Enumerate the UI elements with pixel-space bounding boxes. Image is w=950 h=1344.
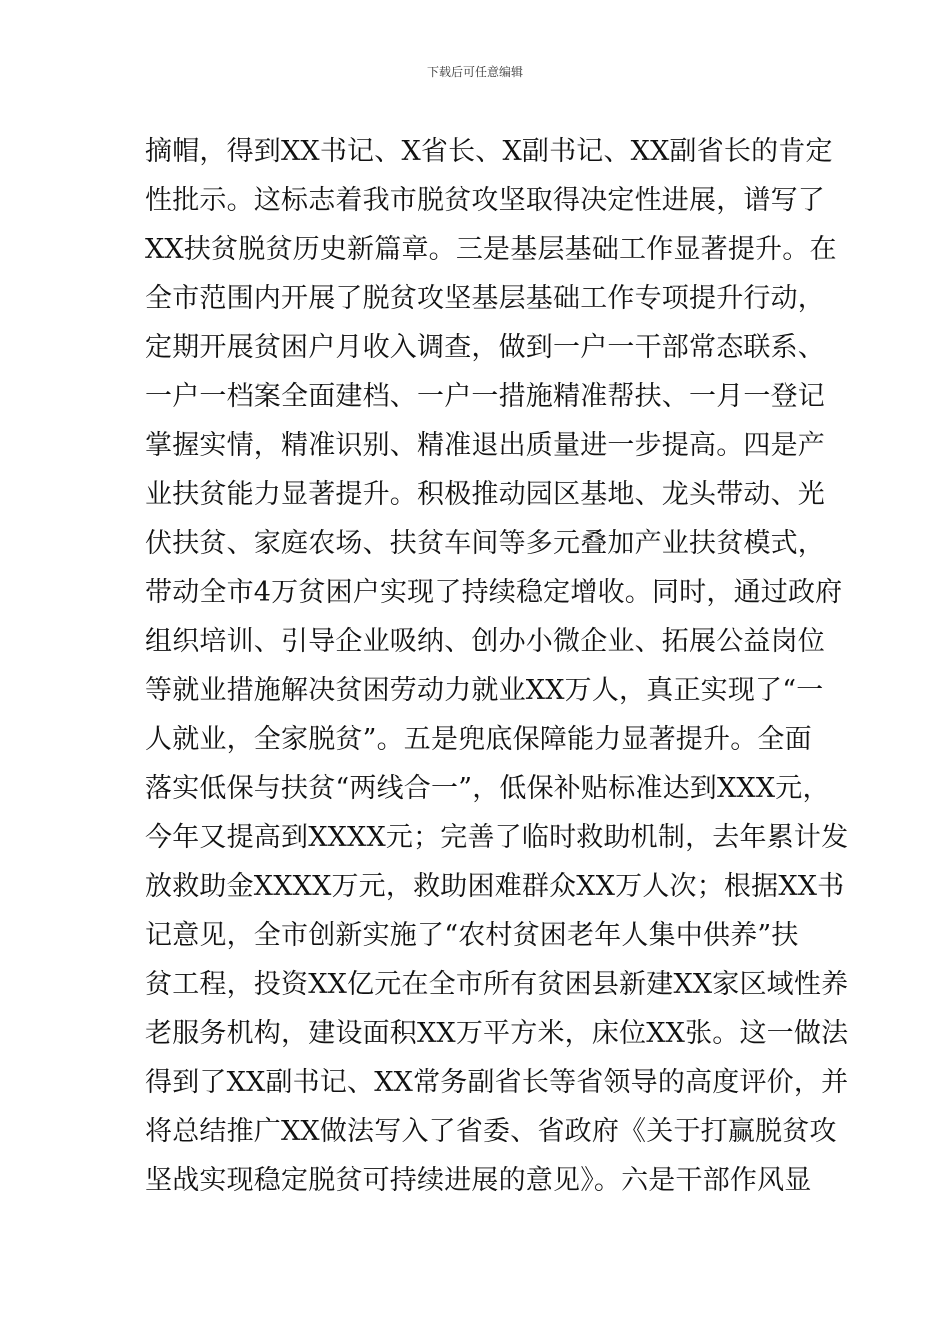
text-line: 放救助金XXXX万元，救助困难群众XX万人次；根据XX书 [145, 871, 845, 902]
text-line: 今年又提高到XXXX元；完善了临时救助机制，去年累计发 [145, 822, 849, 853]
text-line: 带动全市4万贫困户实现了持续稳定增收。同时，通过政府 [145, 577, 843, 608]
text-line: 组织培训、引导企业吸纳、创办小微企业、拓展公益岗位 [145, 626, 825, 657]
text-line: 摘帽，得到XX书记、X省长、X副书记、XX副省长的肯定 [145, 136, 833, 167]
text-line: 得到了XX副书记、XX常务副省长等省领导的高度评价，并 [145, 1067, 849, 1098]
text-line: 将总结推广XX做法写入了省委、省政府《关于打赢脱贫攻 [145, 1116, 837, 1147]
text-line: 老服务机构，建设面积XX万平方米，床位XX张。这一做法 [145, 1018, 849, 1049]
text-line: 定期开展贫困户月收入调查，做到一户一干部常态联系、 [145, 332, 825, 363]
text-line: 一户一档案全面建档、一户一措施精准帮扶、一月一登记 [145, 381, 825, 412]
text-line: XX扶贫脱贫历史新篇章。三是基层基础工作显著提升。在 [145, 234, 837, 265]
text-line: 掌握实情，精准识别、精准退出质量进一步提高。四是产 [145, 430, 825, 461]
text-line: 性批示。这标志着我市脱贫攻坚取得决定性进展，谱写了 [145, 185, 825, 216]
text-line: 全市范围内开展了脱贫攻坚基层基础工作专项提升行动， [145, 283, 825, 314]
text-line: 坚战实现稳定脱贫可持续进展的意见》。六是干部作风显 [145, 1165, 812, 1196]
text-line: 贫工程，投资XX亿元在全市所有贫困县新建XX家区域性养 [145, 969, 849, 1000]
page-header: 下载后可任意编辑 [426, 65, 523, 79]
text-line: 落实低保与扶贫“两线合一”，低保补贴标准达到XXX元， [145, 773, 830, 804]
text-line: 伏扶贫、家庭农场、扶贫车间等多元叠加产业扶贫模式， [145, 528, 825, 559]
document-body [145, 127, 849, 1205]
text-line: 人就业，全家脱贫”。五是兜底保障能力显著提升。全面 [145, 724, 812, 755]
text-line: 业扶贫能力显著提升。积极推动园区基地、龙头带动、光 [145, 479, 825, 510]
text-line: 等就业措施解决贫困劳动力就业XX万人，真正实现了“一 [145, 675, 824, 706]
text-line: 记意见，全市创新实施了“农村贫困老年人集中供养”扶 [145, 920, 799, 951]
